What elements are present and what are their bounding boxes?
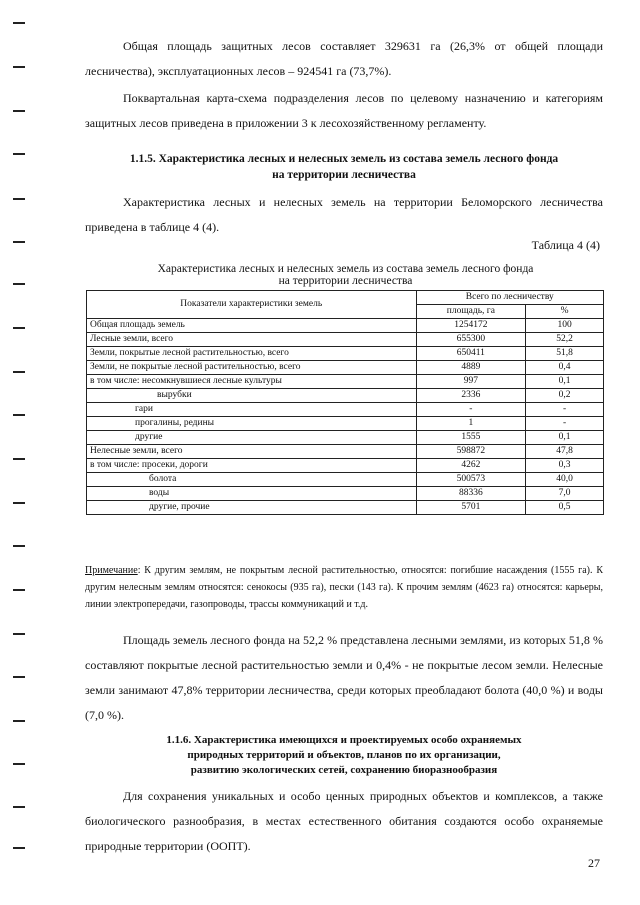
margin-tick [13,720,25,722]
row-percent: 0,5 [526,501,604,515]
margin-tick [13,110,25,112]
margin-tick [13,763,25,765]
header-area: площадь, га [416,305,526,319]
row-percent: 0,3 [526,459,604,473]
row-name: Нелесные земли, всего [87,445,417,459]
table-row [87,375,604,389]
heading-line: 1.1.6. Характеристика имеющихся и проектируемых особо охраняемых [166,734,522,746]
row-percent: - [526,403,604,417]
margin-tick [13,198,25,200]
table-row [87,389,604,403]
heading-line: развитию экологических сетей, сохранению биоразнообразия [190,764,498,776]
row-percent: 52,2 [526,333,604,347]
row-name: в том числе: несомкнувшиеся лесные культуры [87,375,417,389]
row-name: прогалины, редины [87,417,417,431]
row-area: 2336 [416,389,526,403]
row-area: 997 [416,375,526,389]
margin-tick [13,241,25,243]
row-area: 88336 [416,487,526,501]
table-row [87,445,604,459]
margin-tick [13,676,25,678]
paragraph-table-intro: Характеристика лесных и нелесных земель на территории Беломорского лесничества приведена в таблице 4 (4). [85,195,603,234]
row-percent: 100 [526,319,604,333]
row-area: 598872 [416,445,526,459]
row-name: Земли, покрытые лесной растительностью, всего [87,347,417,361]
row-name: болота [87,473,417,487]
section-heading-1-1-5 [85,151,603,183]
table-row [87,361,604,375]
section-heading-1-1-6 [85,733,603,778]
note-text: : К другим землям, не покрытым лесной растительностью, относятся: погибшие насаждения (1555 га). К другим нелесным землям относятся: сенокосы (935 га), пески (143 га). К прочим землям (4623 га) относятся: карьеры, линии электропередачи, газопроводы, трассы коммуникаций и т.д. [85,565,603,610]
row-percent: 51,8 [526,347,604,361]
margin-tick [13,414,25,416]
row-name: другие, прочие [87,501,417,515]
margin-tick [13,371,25,373]
margin-tick [13,545,25,547]
table-note [85,562,603,613]
heading-line: на территории лесничества [272,169,416,181]
table-row [87,487,604,501]
margin-tick [13,589,25,591]
page-number: 27 [588,856,600,870]
row-percent: 0,2 [526,389,604,403]
row-area: 5701 [416,501,526,515]
row-percent: 47,8 [526,445,604,459]
caption-line: на территории лесничества [278,275,413,287]
row-area: 650411 [416,347,526,361]
row-name: вырубки [87,389,417,403]
row-area: 500573 [416,473,526,487]
row-percent: 0,1 [526,431,604,445]
row-area: 655300 [416,333,526,347]
table-row [87,417,604,431]
margin-tick [13,633,25,635]
paragraph-land-summary: Площадь земель лесного фонда на 52,2 % представлена лесными землями, из которых 51,8 % составляют покрытые лесной растительностью земли и 0,4% - не покрытые лесом земли. Нелесные земли занимают 47,8% территории лесничества, среди которых преобладают болота (40,0 %) и воды (7,0 %). [85,633,603,722]
row-area: 4262 [416,459,526,473]
land-characteristics-table [86,290,604,515]
table-row [87,319,604,333]
margin-tick [13,847,25,849]
table-row [87,431,604,445]
table-row [87,403,604,417]
row-percent: 0,4 [526,361,604,375]
row-area: 1254172 [416,319,526,333]
table-caption [88,263,603,287]
row-percent: 7,0 [526,487,604,501]
row-percent: 0,1 [526,375,604,389]
table-row [87,473,604,487]
row-name: Земли, не покрытые лесной растительностью, всего [87,361,417,375]
table-label: Таблица 4 (4) [531,238,600,252]
header-percent: % [526,305,604,319]
margin-tick [13,283,25,285]
table-row [87,459,604,473]
row-area: - [416,403,526,417]
row-area: 1555 [416,431,526,445]
table-header-row [87,291,604,305]
table-row [87,347,604,361]
heading-line: 1.1.5. Характеристика лесных и нелесных земель из состава земель лесного фонда [129,153,559,165]
row-name: Лесные земли, всего [87,333,417,347]
header-total: Всего по лесничеству [416,291,604,305]
header-indicator: Показатели характеристики земель [87,291,417,319]
table-row [87,501,604,515]
row-area: 4889 [416,361,526,375]
margin-tick [13,66,25,68]
margin-tick [13,806,25,808]
margin-tick [13,458,25,460]
margin-tick [13,153,25,155]
margin-tick [13,327,25,329]
row-percent: 40,0 [526,473,604,487]
caption-line: Характеристика лесных и нелесных земель из состава земель лесного фонда [157,263,534,275]
row-name: другие [87,431,417,445]
paragraph-protected-areas: Для сохранения уникальных и особо ценных природных объектов и комплексов, а также биологического разнообразия, в местах естественного обитания создаются особо охраняемые природные территории (ООПТ). [85,789,603,853]
margin-tick [13,502,25,504]
heading-line: природных территорий и объектов, планов по их организации, [187,749,501,761]
note-label: Примечание [85,565,138,576]
row-name: Общая площадь земель [87,319,417,333]
table-row [87,333,604,347]
paragraph-map-scheme: Поквартальная карта-схема подразделения лесов по целевому назначению и категориям защитных лесов приведена в приложении 3 к лесохозяйственному регламенту. [85,91,603,130]
paragraph-protective-forests: Общая площадь защитных лесов составляет 329631 га (26,3% от общей площади лесничества), эксплуатационных лесов – 924541 га (73,7%). [85,39,603,78]
row-area: 1 [416,417,526,431]
margin-tick [13,22,25,24]
row-name: в том числе: просеки, дороги [87,459,417,473]
row-percent: - [526,417,604,431]
row-name: гари [87,403,417,417]
row-name: воды [87,487,417,501]
